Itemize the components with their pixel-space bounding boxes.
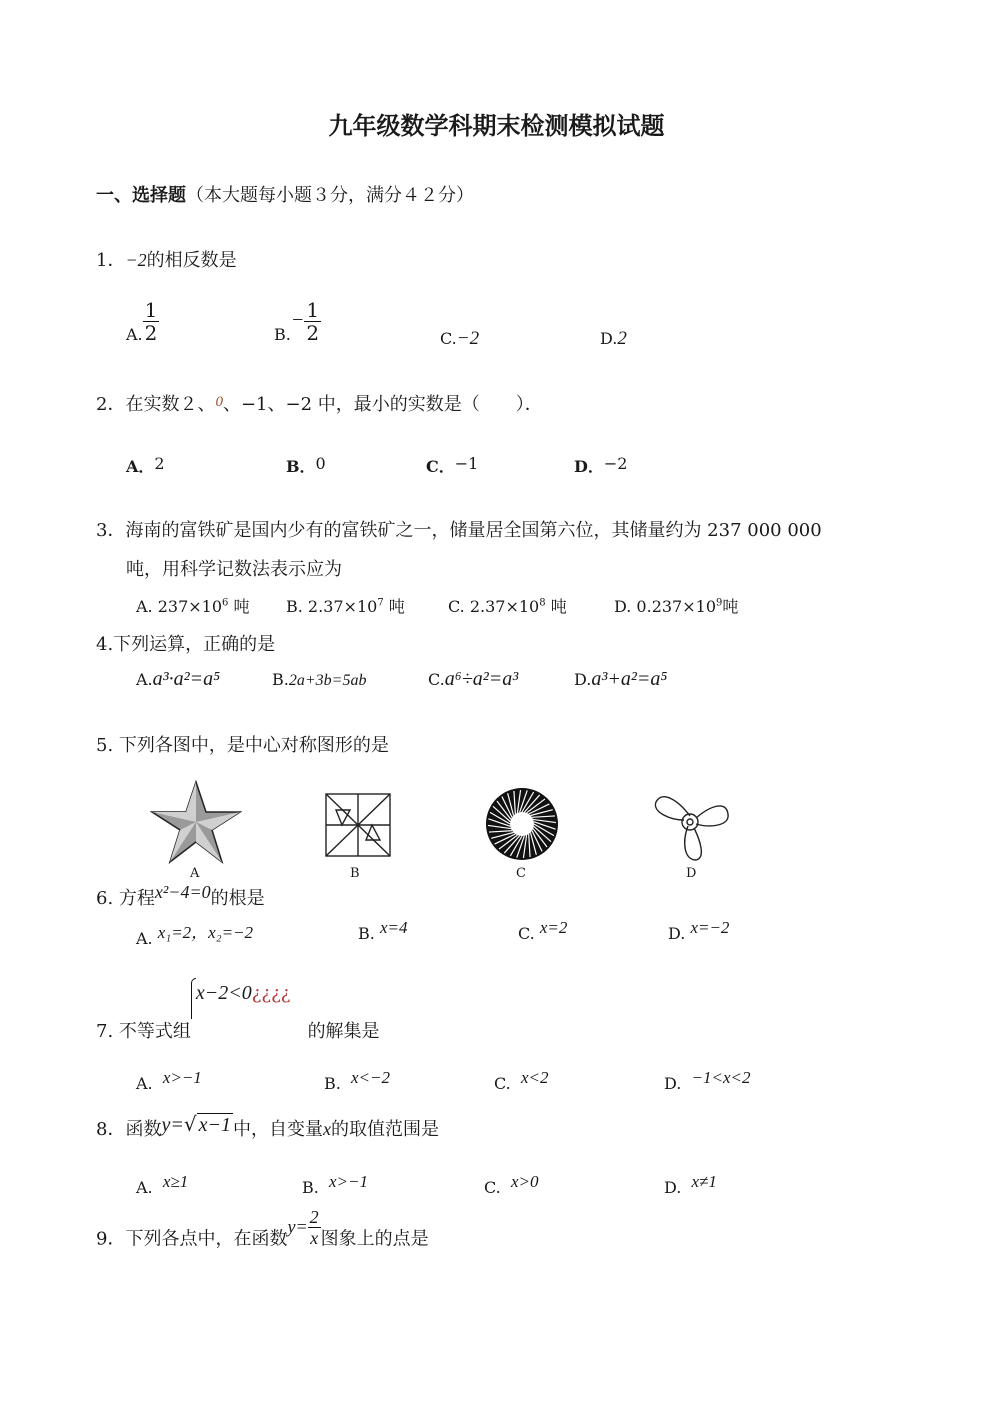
q4-stem: 4.下列运算，正确的是 bbox=[96, 634, 276, 655]
q7-option-b[interactable]: B. x<−2 bbox=[324, 1068, 391, 1093]
q1-option-b[interactable]: B.− $\frac{1}{2}$ bbox=[274, 298, 320, 345]
q6-option-d[interactable]: D. x=−2 bbox=[668, 918, 730, 943]
q8-option-a[interactable]: A. x≥1 bbox=[136, 1172, 189, 1197]
q3-option-c[interactable]: C. $2.37\times 10^8$ 吨 bbox=[448, 597, 567, 616]
q3-option-d[interactable]: D. $0.237\times 10^9$吨 bbox=[614, 597, 739, 616]
q4-option-b[interactable]: B.2a+3b=5ab bbox=[272, 670, 367, 689]
q3-option-b[interactable]: B. $2.37\times 10^7$ 吨 bbox=[286, 597, 405, 616]
fraction: $\frac{2}{x}$ bbox=[309, 1207, 319, 1248]
section-heading bbox=[96, 181, 474, 207]
q1-option-d[interactable]: D.2 bbox=[600, 328, 627, 349]
q6-stem: 6. 方程x²−4=0的根是 bbox=[96, 882, 265, 909]
q8-option-b[interactable]: B. x>−1 bbox=[302, 1172, 369, 1197]
q1-stem: 1．−2的相反数是 bbox=[96, 250, 237, 271]
figure-sunburst[interactable] bbox=[484, 786, 560, 862]
figure-fan[interactable] bbox=[648, 780, 732, 864]
q9-stem: 9．下列各点中，在函数y= $\frac{2}{x}$ 图象上的点是 bbox=[96, 1207, 429, 1250]
q3-stem-line1: 3．海南的富铁矿是国内少有的富铁矿之一，储量居全国第六位，其储量约为 237 000 000 bbox=[96, 520, 822, 541]
q8-option-c[interactable]: C. x>0 bbox=[484, 1172, 539, 1197]
q6-option-c[interactable]: C. x=2 bbox=[518, 918, 568, 943]
q1-option-c[interactable]: C.−2 bbox=[440, 328, 480, 349]
figure-caption-d: D bbox=[686, 866, 697, 881]
q2-stem: 2．在实数２、$^0$、−1、−2 中，最小的实数是（ ）． bbox=[96, 394, 543, 415]
q7-option-a[interactable]: A. x>−1 bbox=[136, 1068, 202, 1093]
q4-option-d[interactable]: D.a³+a²=a⁵ bbox=[574, 668, 668, 690]
q2-option-c[interactable]: C．−1 bbox=[426, 454, 479, 476]
q7-stem: 7. 不等式组x−2<0¿¿¿¿ 的解集是 bbox=[96, 978, 380, 1043]
q5-stem: 5. 下列各图中，是中心对称图形的是 bbox=[96, 735, 389, 756]
q2-option-a[interactable]: A．2 bbox=[126, 454, 165, 476]
figure-caption-b: B bbox=[350, 866, 360, 881]
figure-pinwheel[interactable] bbox=[322, 790, 394, 860]
q3-stem-line2: 吨，用科学记数法表示应为 bbox=[126, 559, 342, 580]
figure-caption-a: A bbox=[190, 866, 200, 881]
q1-option-a[interactable]: A. $\frac{1}{2}$ bbox=[126, 298, 158, 345]
section-title: 一、选择题 bbox=[96, 185, 186, 206]
q2-option-b[interactable]: B．0 bbox=[286, 454, 326, 476]
q6-option-b[interactable]: B. x=4 bbox=[358, 918, 408, 943]
q3-option-a[interactable]: A. $237\times 10^6$ 吨 bbox=[136, 597, 250, 616]
q4-option-c[interactable]: C.a⁶÷a²=a³ bbox=[428, 668, 519, 690]
q4-option-a[interactable]: A.a³·a²=a⁵ bbox=[136, 668, 221, 690]
q8-option-d[interactable]: D. x≠1 bbox=[664, 1172, 717, 1197]
fraction: $\frac{1}{2}$ bbox=[144, 298, 158, 345]
page-title: 九年级数学科期末检测模拟试题 bbox=[328, 112, 665, 140]
q8-stem: 8．函数y=√ x−1 中，自变量x的取值范围是 bbox=[96, 1112, 439, 1140]
q7-option-d[interactable]: D. −1<x<2 bbox=[664, 1068, 751, 1093]
figure-caption-c: C bbox=[516, 866, 526, 881]
section-note: （本大题每小题３分，满分４２分） bbox=[186, 185, 474, 206]
figure-star[interactable] bbox=[150, 780, 242, 864]
q6-option-a[interactable]: A. x₁=2，x₂=−2 bbox=[136, 923, 254, 948]
q2-option-d[interactable]: D．−2 bbox=[574, 454, 628, 476]
fraction: $\frac{1}{2}$ bbox=[306, 298, 320, 345]
q7-option-c[interactable]: C. x<2 bbox=[494, 1068, 549, 1093]
